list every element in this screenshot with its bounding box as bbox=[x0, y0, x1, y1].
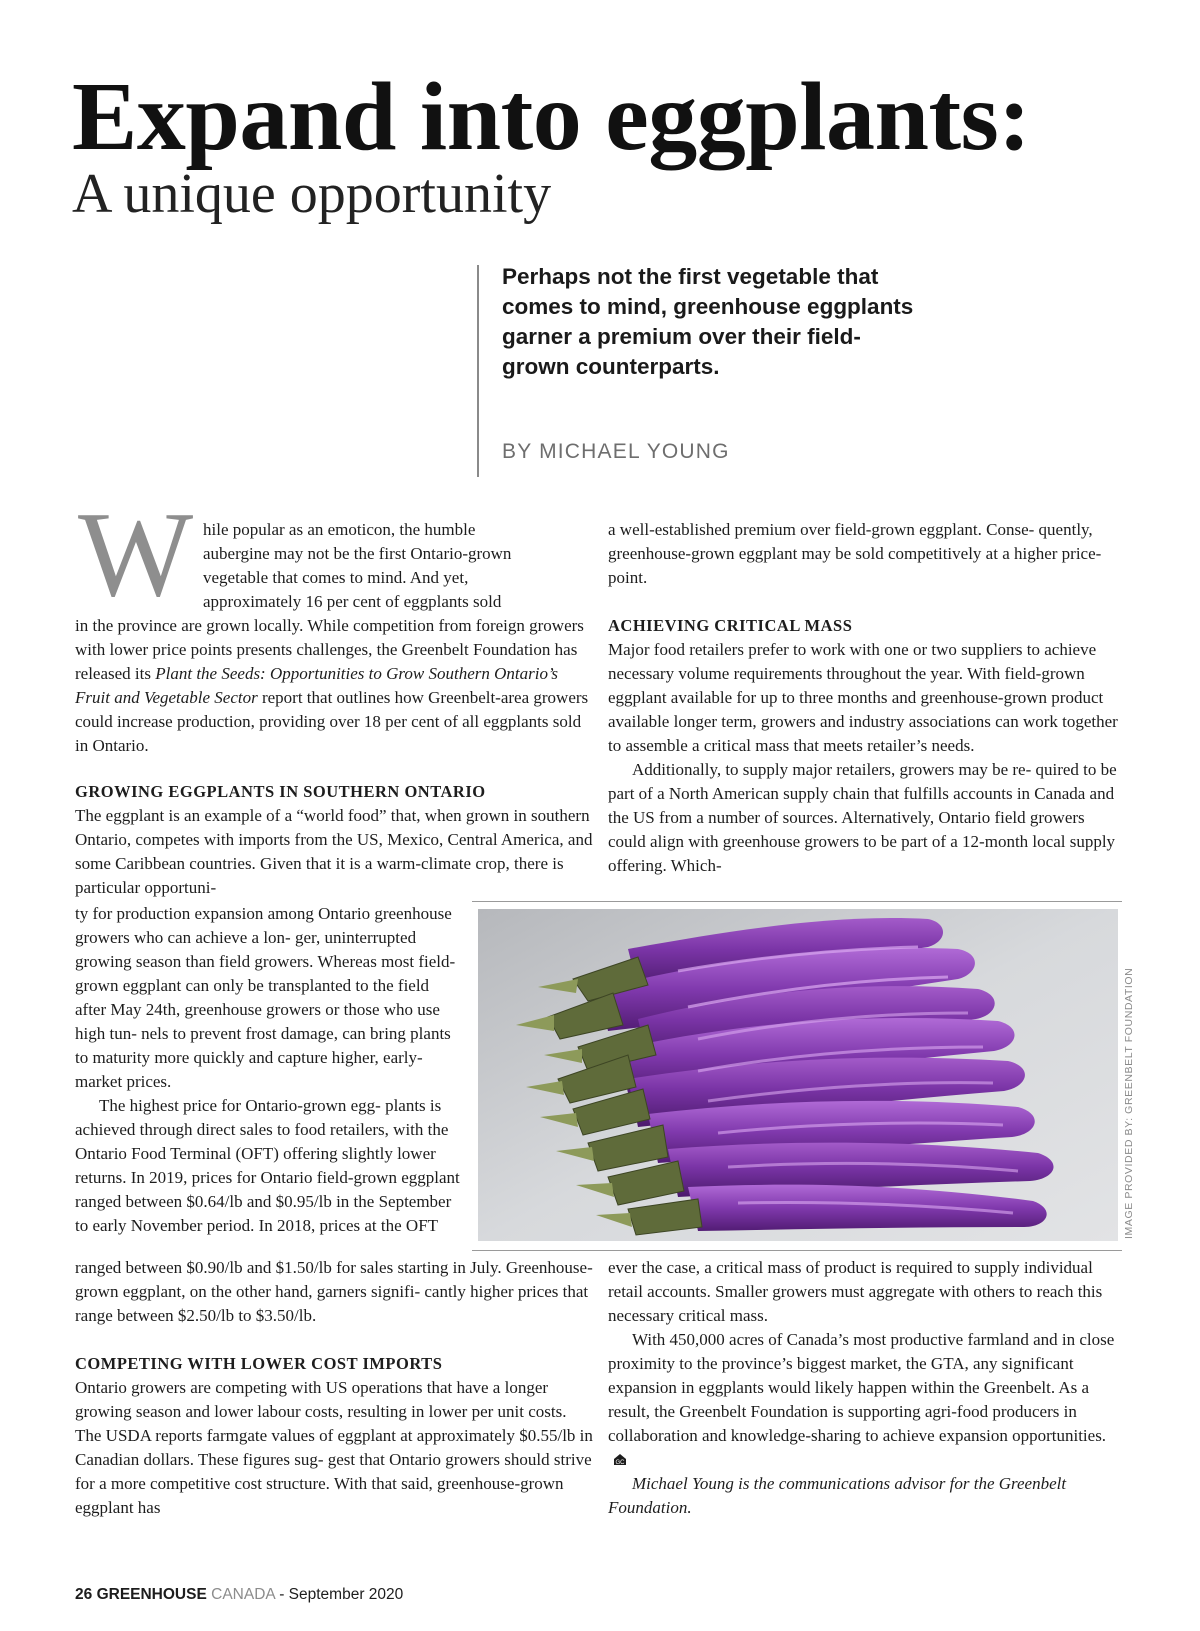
left-column-upper bbox=[75, 614, 595, 900]
page-footer bbox=[75, 1586, 403, 1604]
section2-paragraph: Ontario growers are competing with US operations that have a longer growing season and lower labour costs, resulting in lower per unit costs. The USDA reports farmgate values of eggplant at approximately $0.55/lb in Canadian dollars. These figures sug- gest that Ontario growers should strive for a more competitive cost structure. With that said, greenhouse-grown eggplant has bbox=[75, 1378, 593, 1517]
section1-paragraph: The eggplant is an example of a “world food” that, when grown in southern Ontario, competes with imports from the US, Mexico, Central America, and some Caribbean countries. Given that it is a warm-climate crop, there is particular opportuni- bbox=[75, 806, 593, 897]
svg-text:GC: GC bbox=[615, 1460, 625, 1466]
left-column-lower bbox=[75, 1256, 595, 1520]
intro-paragraph: in the province are grown locally. While competition from foreign growers with lower price points presents challenges, the Greenbelt Foundation has released its Plant the Seeds: Opportunities to Grow Southern Ontario’s Fruit and Vegetable Sector report that outlines how Greenbelt-area growers could increase production, providing over 18 per cent of all eggplants sold in Ontario. bbox=[75, 616, 589, 755]
section1-paragraph-prices-continued: ranged between $0.90/lb and $1.50/lb for sales starting in July. Greenhouse-grown eggplant, on the other hand, garners signifi- cantly higher prices that range between $2.50/lb to $3.50/lb. bbox=[75, 1258, 593, 1325]
byline: BY MICHAEL YOUNG bbox=[502, 440, 730, 463]
issue-date: - September 2020 bbox=[279, 1586, 404, 1603]
photo-rule-top bbox=[472, 901, 1122, 902]
magazine-name: GREENHOUSE bbox=[96, 1586, 207, 1603]
intro-line: aubergine may not be the first Ontario-grown bbox=[203, 544, 512, 563]
article-subtitle: A unique opportunity bbox=[72, 163, 552, 225]
intro-line: approximately 16 per cent of eggplants sold bbox=[203, 592, 502, 611]
photo-credit: IMAGE PROVIDED BY: GREENBELT FOUNDATION bbox=[1123, 967, 1135, 1239]
eggplants-photo bbox=[478, 909, 1118, 1241]
section1-paragraph-prices: The highest price for Ontario-grown egg- plants is achieved through direct sales to food retailers, with the Ontario Food Terminal (OFT) offering slightly lower returns. In 2019, prices for Ontario field-grown eggplant ranged between $0.64/lb and $0.95/lb in the September to early November period. In 2018, prices at the OFT bbox=[75, 1096, 460, 1235]
eggplants-illustration bbox=[478, 909, 1118, 1241]
intro-line: vegetable that comes to mind. And yet, bbox=[203, 568, 469, 587]
critical-mass-continued: ever the case, a critical mass of product is required to supply individual retail accounts. Smaller growers must aggregate with others to reach this necessary critical mass. bbox=[608, 1258, 1103, 1325]
article-deck: Perhaps not the first vegetable that comes to mind, greenhouse eggplants garner a premium over their field-grown counterparts. bbox=[502, 264, 914, 379]
section1-paragraph-continued: ty for production expansion among Ontario greenhouse growers who can achieve a lon- ger, uninterrupted growing season than field growers. Whereas most field-grown eggplant can only be transplanted to the field after May 24th, greenhouse growers or those who use high tun- nels to prevent frost damage, can bring plants to maturity more quickly and capture higher, early-market prices. bbox=[75, 904, 456, 1091]
section-heading-critical-mass: ACHIEVING CRITICAL MASS bbox=[608, 616, 853, 635]
author-bio: Michael Young is the communications advisor for the Greenbelt Foundation. bbox=[608, 1474, 1067, 1517]
right-column-lower bbox=[608, 1256, 1123, 1520]
drop-cap: W bbox=[78, 487, 194, 622]
continuation-paragraph: a well-established premium over field-grown eggplant. Conse- quently, greenhouse-grown eggplant may be sold competitively at a higher price-point. bbox=[608, 520, 1102, 587]
intro-line: hile popular as an emoticon, the humble bbox=[203, 520, 476, 539]
section-heading-growing: GROWING EGGPLANTS IN SOUTHERN ONTARIO bbox=[75, 782, 486, 801]
intro-wrap-lines bbox=[203, 518, 598, 614]
greenhouse-canada-end-mark-icon bbox=[613, 1453, 627, 1466]
section-heading-competing: COMPETING WITH LOWER COST IMPORTS bbox=[75, 1354, 443, 1373]
report-title: Plant the Seeds: Opportunities to Grow Southern Ontario’s Fruit and Vegetable Sector bbox=[75, 664, 559, 707]
article-title: Expand into eggplants: bbox=[72, 63, 1031, 171]
greenbelt-paragraph: With 450,000 acres of Canada’s most productive farmland and in close proximity to the province’s biggest market, the GTA, any significant expansion in eggplants would likely happen within the Greenbelt. As a result, the Greenbelt Foundation is supporting agri-food producers in collaboration and knowledge-sharing to achieve expansion opportunities. GC bbox=[608, 1330, 1115, 1466]
photo-rule-bottom bbox=[472, 1250, 1122, 1251]
left-column-wrapped bbox=[75, 902, 460, 1238]
deck-divider bbox=[477, 265, 479, 477]
right-column-upper bbox=[608, 518, 1123, 878]
page-number: 26 bbox=[75, 1586, 93, 1603]
critical-mass-paragraph: Major food retailers prefer to work with one or two suppliers to achieve necessary volume requirements throughout the year. With field-grown eggplant available for up to three months and greenhouse-grown product available longer term, growers and industry associations can work together to assemble a critical mass that meets retailer’s needs. bbox=[608, 640, 1118, 755]
supply-chain-paragraph: Additionally, to supply major retailers, growers may be re- quired to be part of a North American supply chain that fulfills accounts in Canada and the US from a number of sources. Alternatively, Ontario field growers could align with greenhouse growers to be part of a 12-month local supply offering. Which- bbox=[608, 760, 1117, 875]
magazine-name-light: CANADA bbox=[211, 1586, 275, 1603]
